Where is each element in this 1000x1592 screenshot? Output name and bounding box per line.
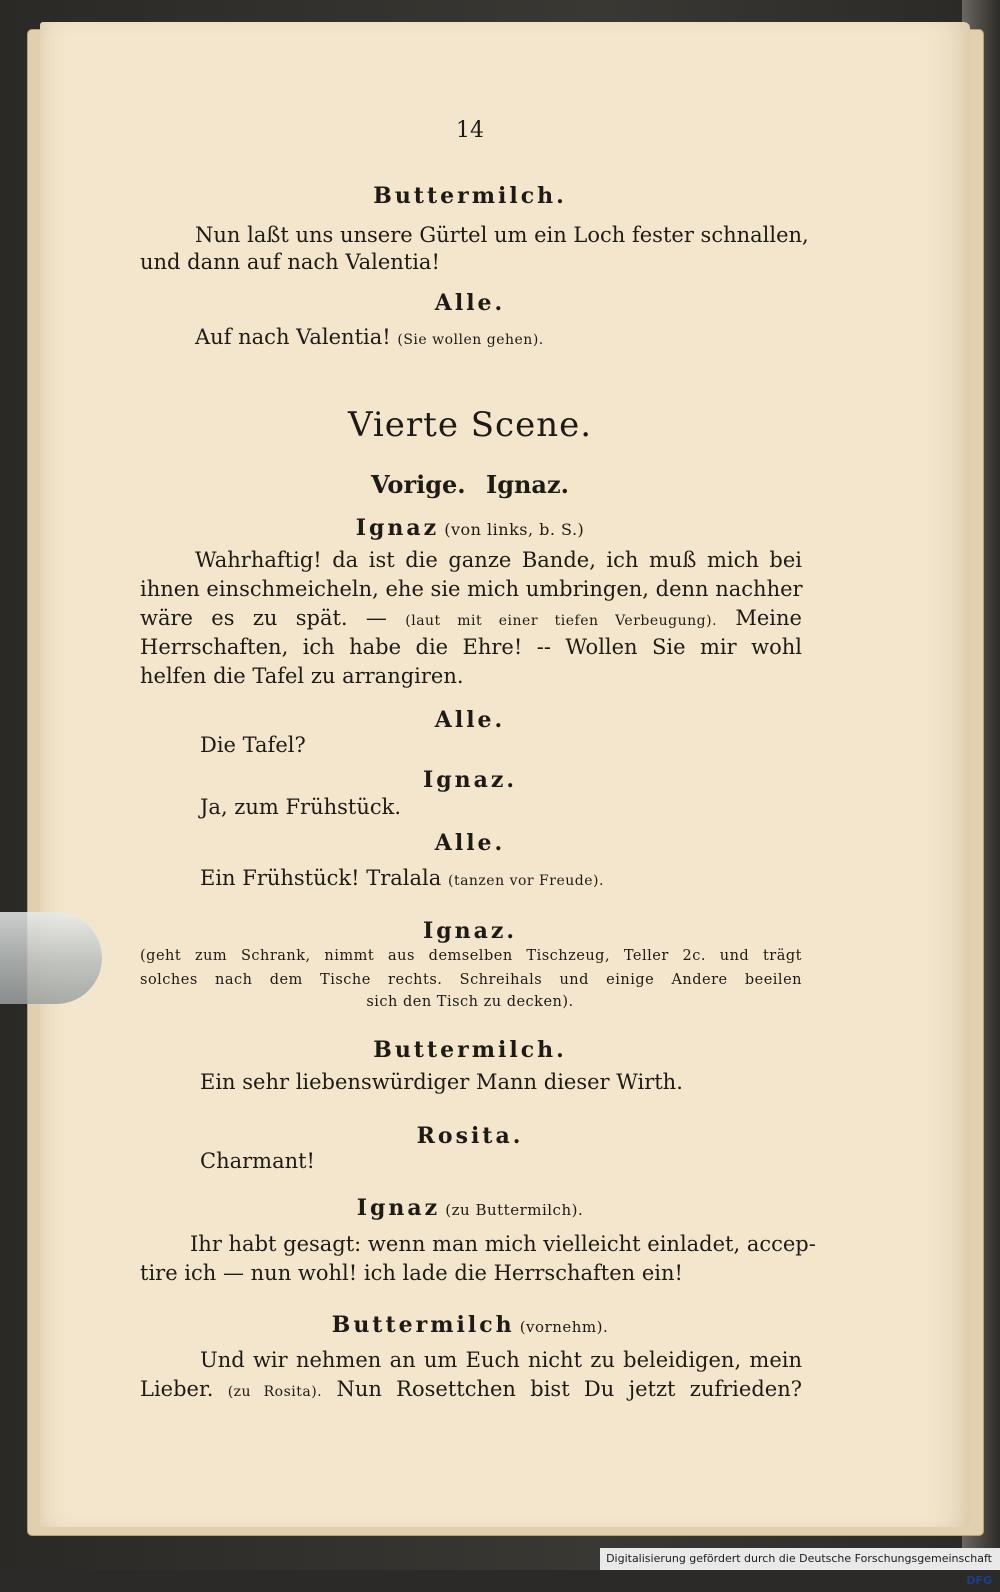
stage-direction: (von links, b. S.) [444, 520, 585, 539]
stage-direction: (laut mit einer tiefen Verbeugung). [405, 613, 718, 629]
dialogue-line: Wahrhaftig! da ist die ganze Bande, ich muß mich bei [195, 548, 802, 572]
speaker-buttermilch: Buttermilch [331, 1312, 515, 1338]
stage-direction: (zu Buttermilch). [445, 1201, 584, 1219]
dialogue-text: Meine [735, 606, 802, 630]
dialogue-line: tire ich — nun wohl! ich lade die Herrschaften ein! [140, 1261, 683, 1285]
footer-text: Digitalisierung gefördert durch die Deutsche Forschungsgemeinschaft - [606, 1552, 992, 1587]
scene-cast: Vorige. Ignaz. [371, 470, 569, 499]
dialogue-line: Herrschaften, ich habe die Ehre! -- Wollen Sie mir wohl [140, 635, 802, 659]
speaker-alle: Alle. [434, 707, 506, 733]
speaker-buttermilch: Buttermilch. [373, 183, 567, 209]
stage-direction: (geht zum Schrank, nimmt aus demselben Tischzeug, Teller 2c. und trägt [140, 948, 802, 964]
dialogue-line: Ein sehr liebenswürdiger Mann dieser Wirth. [200, 1070, 683, 1094]
speaker-ignaz-line [140, 1195, 800, 1221]
dialogue-line: und dann auf nach Valentia! [140, 250, 440, 274]
scene-title: Vierte Scene. [347, 405, 593, 445]
page-number: 14 [456, 118, 484, 143]
stage-direction: (vornehm). [519, 1318, 609, 1336]
dialogue-line: Die Tafel? [200, 733, 306, 757]
stage-direction: solches nach dem Tische rechts. Schreihals und einige Andere beeilen [140, 972, 802, 988]
dialogue-line: Und wir nehmen an um Euch nicht zu beleidigen, mein [200, 1348, 802, 1372]
stage-direction: sich den Tisch zu decken). [366, 994, 574, 1010]
dialogue-line: Ja, zum Frühstück. [200, 795, 402, 819]
dialogue-line: Ihr habt gesagt: wenn man mich vielleicht einladet, accep- [190, 1232, 816, 1256]
dfg-logo: DFG [966, 1574, 992, 1587]
stage-direction: (Sie wollen gehen). [397, 332, 544, 348]
speaker-rosita: Rosita. [416, 1123, 524, 1149]
dialogue-line [140, 606, 802, 630]
dialogue-text: Ein Frühstück! Tralala [200, 866, 442, 890]
speaker-ignaz-line [140, 515, 800, 541]
scanner-thumb-clip [0, 912, 102, 1004]
digitization-footer [600, 1548, 1000, 1587]
dialogue-line [195, 325, 857, 349]
speaker-ignaz: Ignaz [355, 515, 440, 541]
stage-direction: (tanzen vor Freude). [447, 873, 604, 889]
dialogue-line [200, 866, 862, 890]
dialogue-line: helfen die Tafel zu arrangiren. [140, 664, 464, 688]
speaker-buttermilch-line [140, 1312, 800, 1338]
speaker-alle: Alle. [434, 290, 506, 316]
dialogue-text: Auf nach Valentia! [195, 325, 391, 349]
speaker-ignaz: Ignaz [356, 1195, 441, 1221]
dialogue-line: Nun laßt uns unsere Gürtel um ein Loch fester schnallen, [195, 223, 809, 247]
dialogue-line: Charmant! [200, 1149, 315, 1173]
speaker-ignaz: Ignaz. [422, 918, 518, 944]
dialogue-text: Nun Rosettchen bist Du jetzt zufrieden? [336, 1377, 802, 1401]
dialogue-line: ihnen einschmeicheln, ehe sie mich umbringen, denn nachher [140, 577, 803, 601]
speaker-alle: Alle. [434, 830, 506, 856]
speaker-buttermilch: Buttermilch. [373, 1037, 567, 1063]
dialogue-text: wäre es zu spät. — [140, 606, 387, 630]
dialogue-text: Lieber. [140, 1377, 214, 1401]
stage-direction: (zu Rosita). [227, 1384, 323, 1400]
dialogue-line [140, 1377, 802, 1401]
speaker-ignaz: Ignaz. [422, 767, 518, 793]
